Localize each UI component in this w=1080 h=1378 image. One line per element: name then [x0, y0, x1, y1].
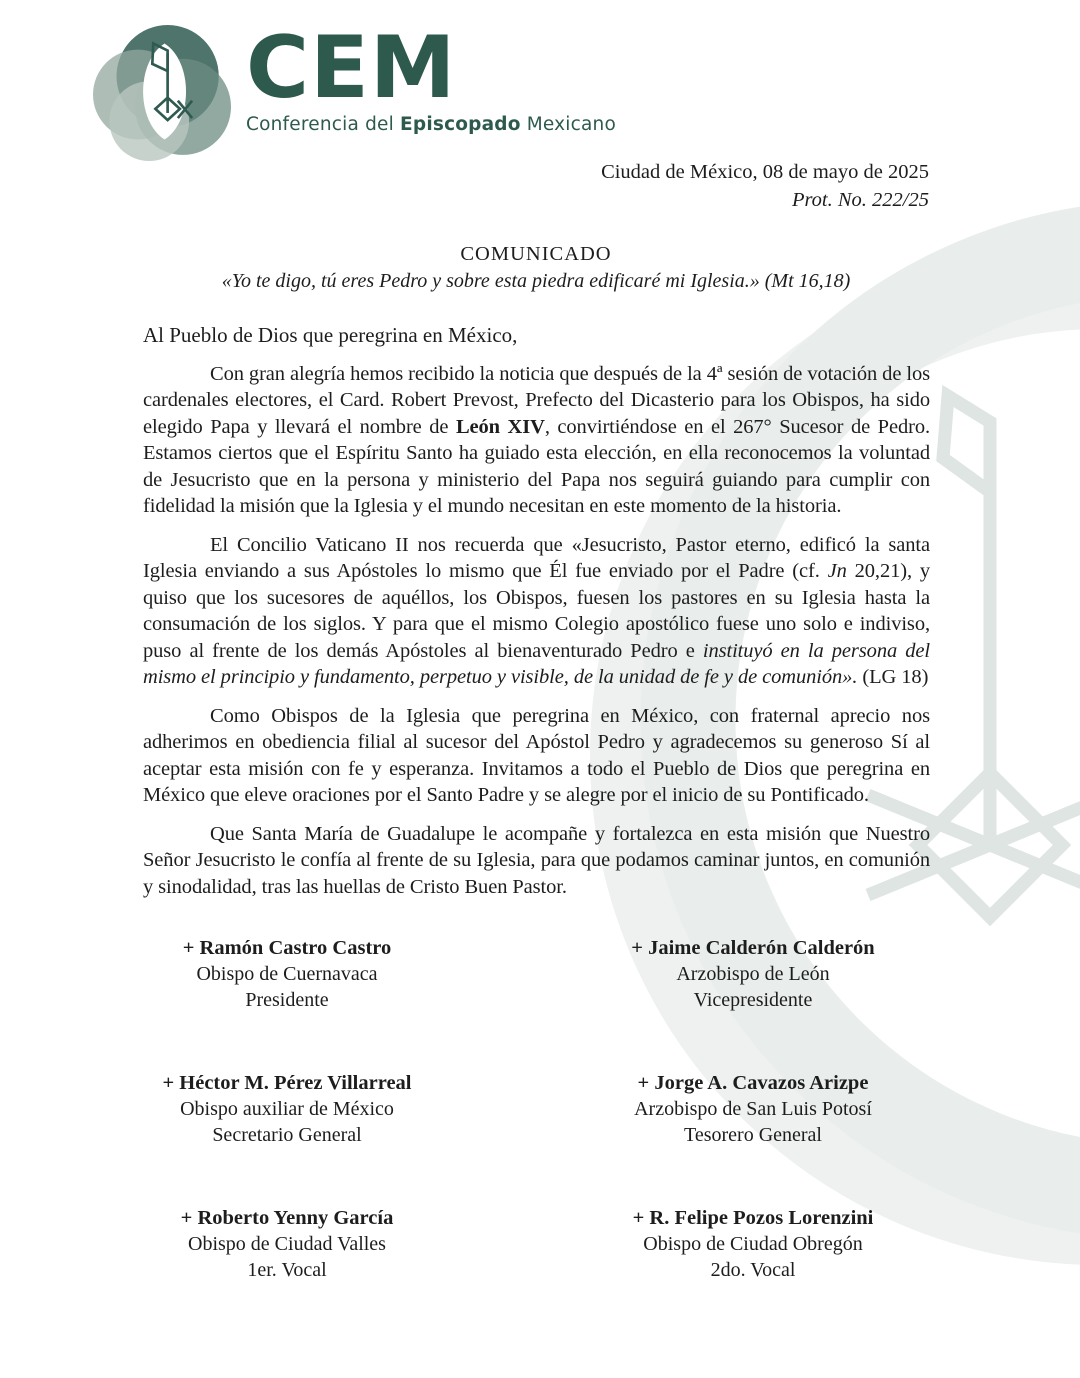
brand-tagline: [246, 114, 616, 136]
salutation: Al Pueblo de Dios que peregrina en México,: [143, 323, 518, 347]
signatory-role: 2do. Vocal: [710, 1259, 796, 1281]
paragraph-run: Como Obispos de la Iglesia que peregrina en México, con fraternal aprecio nos adherimos en obediencia filial al sucesor del Apóstol Pedro y agradecemos su generoso Sí al aceptar esta misión con fe y esperanza. Invitamos a todo el Pueblo de Dios que peregrina en México que eleve oraciones por el Santo Padre y se alegre por el inicio de su Pontificado.: [143, 704, 930, 806]
paragraph-run: Que Santa María de Guadalupe le acompañe y fortalezca en esta misión que Nuestro Señor Jesucristo le confía al frente de su Iglesia, para que podamos caminar juntos, en comunión y sinodalidad, tras las huellas de Cristo Buen Pastor.: [143, 822, 930, 898]
tagline-suffix: Mexicano: [520, 114, 616, 135]
paragraph-run: (LG 18): [857, 666, 929, 688]
signature-row: [77, 935, 1080, 1013]
signature-row: [77, 1070, 1080, 1148]
signatory-title: Arzobispo de San Luis Potosí: [634, 1098, 872, 1120]
signatory-name: + Roberto Yenny García: [180, 1207, 394, 1229]
signature-block: [77, 1070, 497, 1148]
signatory-title: Obispo de Ciudad Valles: [188, 1233, 386, 1255]
paragraph-run-italic: instituyó en la persona del mismo el principio y fundamento, perpetuo y visible, de la unidad de fe y de comunión».: [143, 639, 930, 688]
signatory-name: + Ramón Castro Castro: [182, 937, 392, 959]
body-paragraph-1: [143, 361, 930, 520]
signatory-role: 1er. Vocal: [247, 1259, 327, 1281]
signatory-role: Secretario General: [212, 1124, 362, 1146]
brand-acronym: CEM: [246, 18, 457, 118]
signatory-title: Obispo auxiliar de México: [180, 1098, 394, 1120]
signatory-role: Presidente: [245, 989, 329, 1011]
paragraph-run-bold: León XIV: [455, 415, 545, 438]
signature-block: [543, 1205, 963, 1283]
paragraph-run: , convirtiéndose en el 267° Sucesor de Pedro. Estamos ciertos que el Espíritu Santo ha guiado esta elección, en ella reconocemos la voluntad de Jesucristo que en la persona y ministerio del Papa nos seguirá guiando para cumplir con fidelidad la misión que la Iglesia y el mundo necesitan en este momento de la historia.: [143, 415, 931, 517]
signatory-title: Arzobispo de León: [676, 963, 830, 985]
signatory-role: Tesorero General: [684, 1124, 822, 1146]
signature-block: [77, 1205, 497, 1283]
protocol-number: Prot. No. 222/25: [791, 189, 929, 211]
signatory-title: Obispo de Cuernavaca: [196, 963, 378, 985]
paragraph-run-italic: Jn: [827, 560, 847, 582]
brand-wordmark: [246, 18, 616, 136]
cem-logo-emblem-icon: [93, 23, 231, 161]
signatory-role: Vicepresidente: [693, 989, 813, 1011]
epigraph: «Yo te digo, tú eres Pedro y sobre esta piedra edificaré mi Iglesia.» (Mt 16,18): [221, 270, 851, 292]
signatory-name: + Jaime Calderón Calderón: [631, 937, 875, 959]
signature-block: [543, 935, 963, 1013]
body-paragraph-2: [143, 532, 930, 691]
signatory-name: + Héctor M. Pérez Villarreal: [162, 1072, 412, 1094]
signatory-name: + R. Felipe Pozos Lorenzini: [632, 1207, 874, 1229]
dateline: Ciudad de México, 08 de mayo de 2025: [601, 161, 929, 183]
signatory-name: + Jorge A. Cavazos Arizpe: [637, 1072, 869, 1094]
body-text: [143, 322, 930, 912]
signature-row: [77, 1205, 1080, 1283]
tagline-bold: Episcopado: [400, 114, 521, 135]
paragraph-run: 20,21), y quiso que los sucesores de aquéllos, los Obispos, fuesen los pastores en su Iglesia hasta la consumación de los siglos. Y para que el mismo Colegio apostólico fuese uno solo e indiviso, puso al frente de los demás Apóstoles al bienaventurado Pedro e: [143, 560, 930, 662]
body-paragraph-3: [143, 703, 930, 809]
signatory-title: Obispo de Ciudad Obregón: [643, 1233, 863, 1255]
body-paragraph-4: [143, 821, 930, 901]
signature-block: [77, 935, 497, 1013]
signature-block: [543, 1070, 963, 1148]
paragraph-run: El Concilio Vaticano II nos recuerda que «Jesucristo, Pastor eterno, edificó la santa Iglesia enviando a sus Apóstoles lo mismo que Él fue enviado por el Padre (cf.: [143, 533, 930, 582]
document-title: COMUNICADO: [460, 243, 612, 265]
signature-section: [0, 935, 1080, 1340]
tagline-prefix: Conferencia del: [246, 114, 401, 135]
paragraph-run: Con gran alegría hemos recibido la noticia que después de la 4ª sesión de votación de los cardenales electores, el Card. Robert Prevost, Prefecto del Dicasterio para los Obispos, ha sido elegido Papa y llevará el nombre de: [143, 362, 930, 438]
